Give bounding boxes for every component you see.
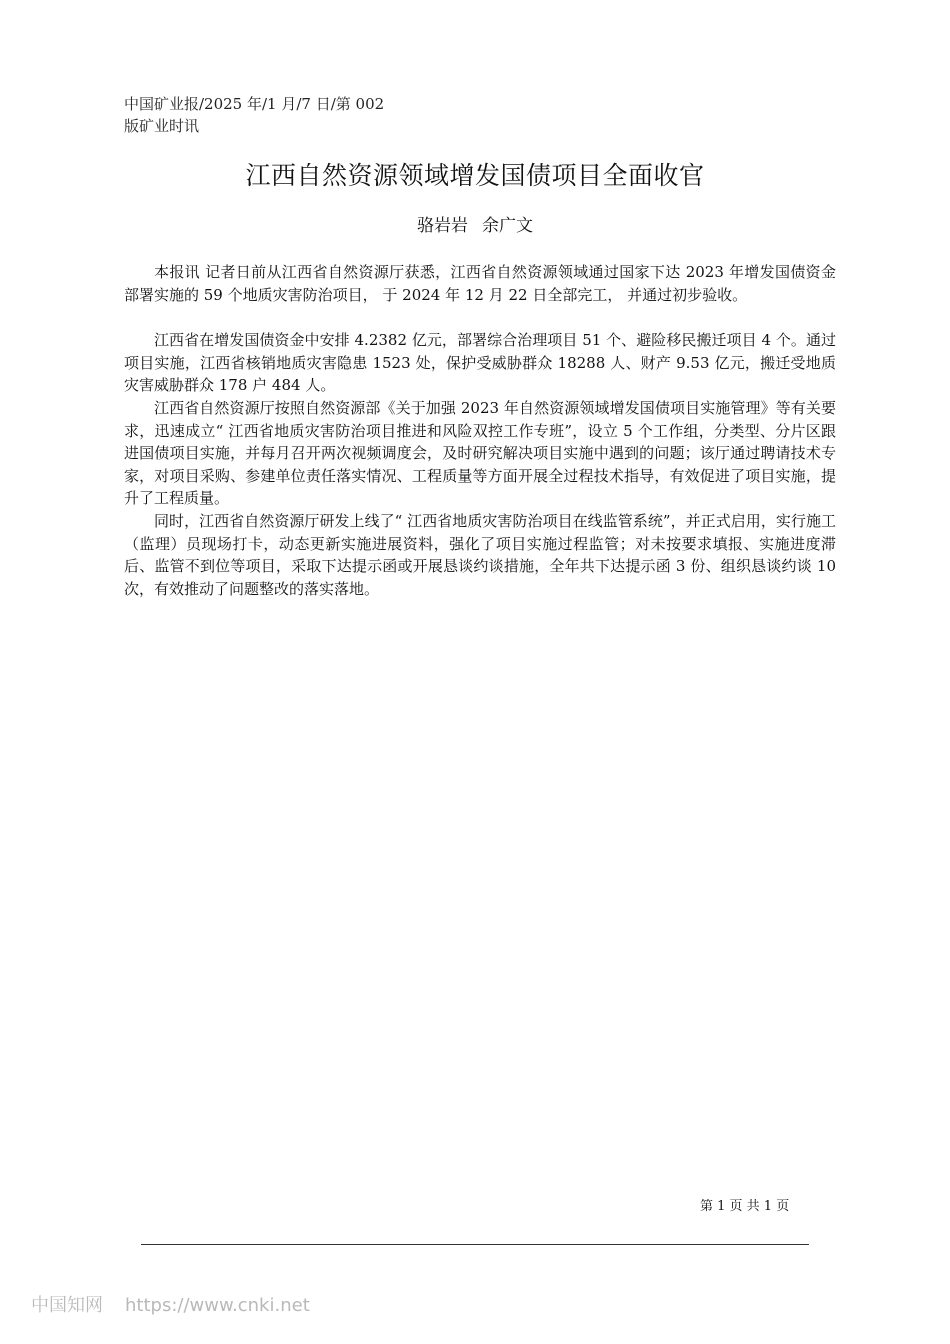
- source-line-2: 版矿业时讯: [124, 117, 200, 135]
- cnki-watermark: [31, 1292, 310, 1320]
- cnki-url: https://www.cnki.net: [125, 1295, 310, 1316]
- author-name: 余广文: [482, 216, 533, 236]
- cnki-logo-text: 中国知网: [31, 1295, 103, 1316]
- article-title: 江西自然资源领域增发国债项目全面收官: [245, 161, 705, 190]
- article-paragraph: 本报讯 记者日前从江西省自然资源厅获悉，江西省自然资源领域通过国家下达 2023 年增发国债资金部署实施的 59 个地质灾害防治项目， 于 2024 年 12 月 22 日全部完工， 并通过初步验收。: [124, 263, 836, 304]
- article-paragraph: 同时，江西省自然资源厅研发上线了“ 江西省地质灾害防治项目在线监管系统”，并正式启用，实行施工（监理）员现场打卡，动态更新实施进展资料，强化了项目实施过程监管；对未按要求填报、实施进度滞后、监管不到位等项目，采取下达提示函或开展恳谈约谈措施，全年共下达提示函 3 份、组织恳谈约谈 10 次，有效推动了问题整改的落实落地。: [124, 511, 836, 598]
- article-body: [124, 261, 836, 600]
- article-paragraph: 江西省在增发国债资金中安排 4.2382 亿元，部署综合治理项目 51 个、避险移民搬迁项目 4 个。通过项目实施，江西省核销地质灾害隐患 1523 处，保护受威胁群众 18288 人、财产 9.53 亿元，搬迁受地质灾害威胁群众 178 户 484 人。: [124, 331, 836, 395]
- article-authors: [0, 212, 950, 240]
- page-number: 第 1 页 共 1 页: [700, 1199, 790, 1214]
- source-line-1: 中国矿业报/2025 年/1 月/7 日/第 002: [124, 95, 385, 113]
- article-paragraph: 江西省自然资源厅按照自然资源部《关于加强 2023 年自然资源领域增发国债项目实施管理》等有关要求，迅速成立“ 江西省地质灾害防治项目推进和风险双控工作专班”，设立 5 个工作组，分类型、分片区跟进国债项目实施，并每月召开两次视频调度会，及时研究解决项目实施中遇到的问题；该厅通过聘请技术专家，对项目采购、参建单位责任落实情况、工程质量等方面开展全过程技术指导，有效促进了项目实施，提升了工程质量。: [124, 398, 836, 508]
- source-citation: [124, 93, 424, 137]
- footer-divider: [141, 1244, 809, 1245]
- author-name: 骆岩岩: [417, 216, 468, 236]
